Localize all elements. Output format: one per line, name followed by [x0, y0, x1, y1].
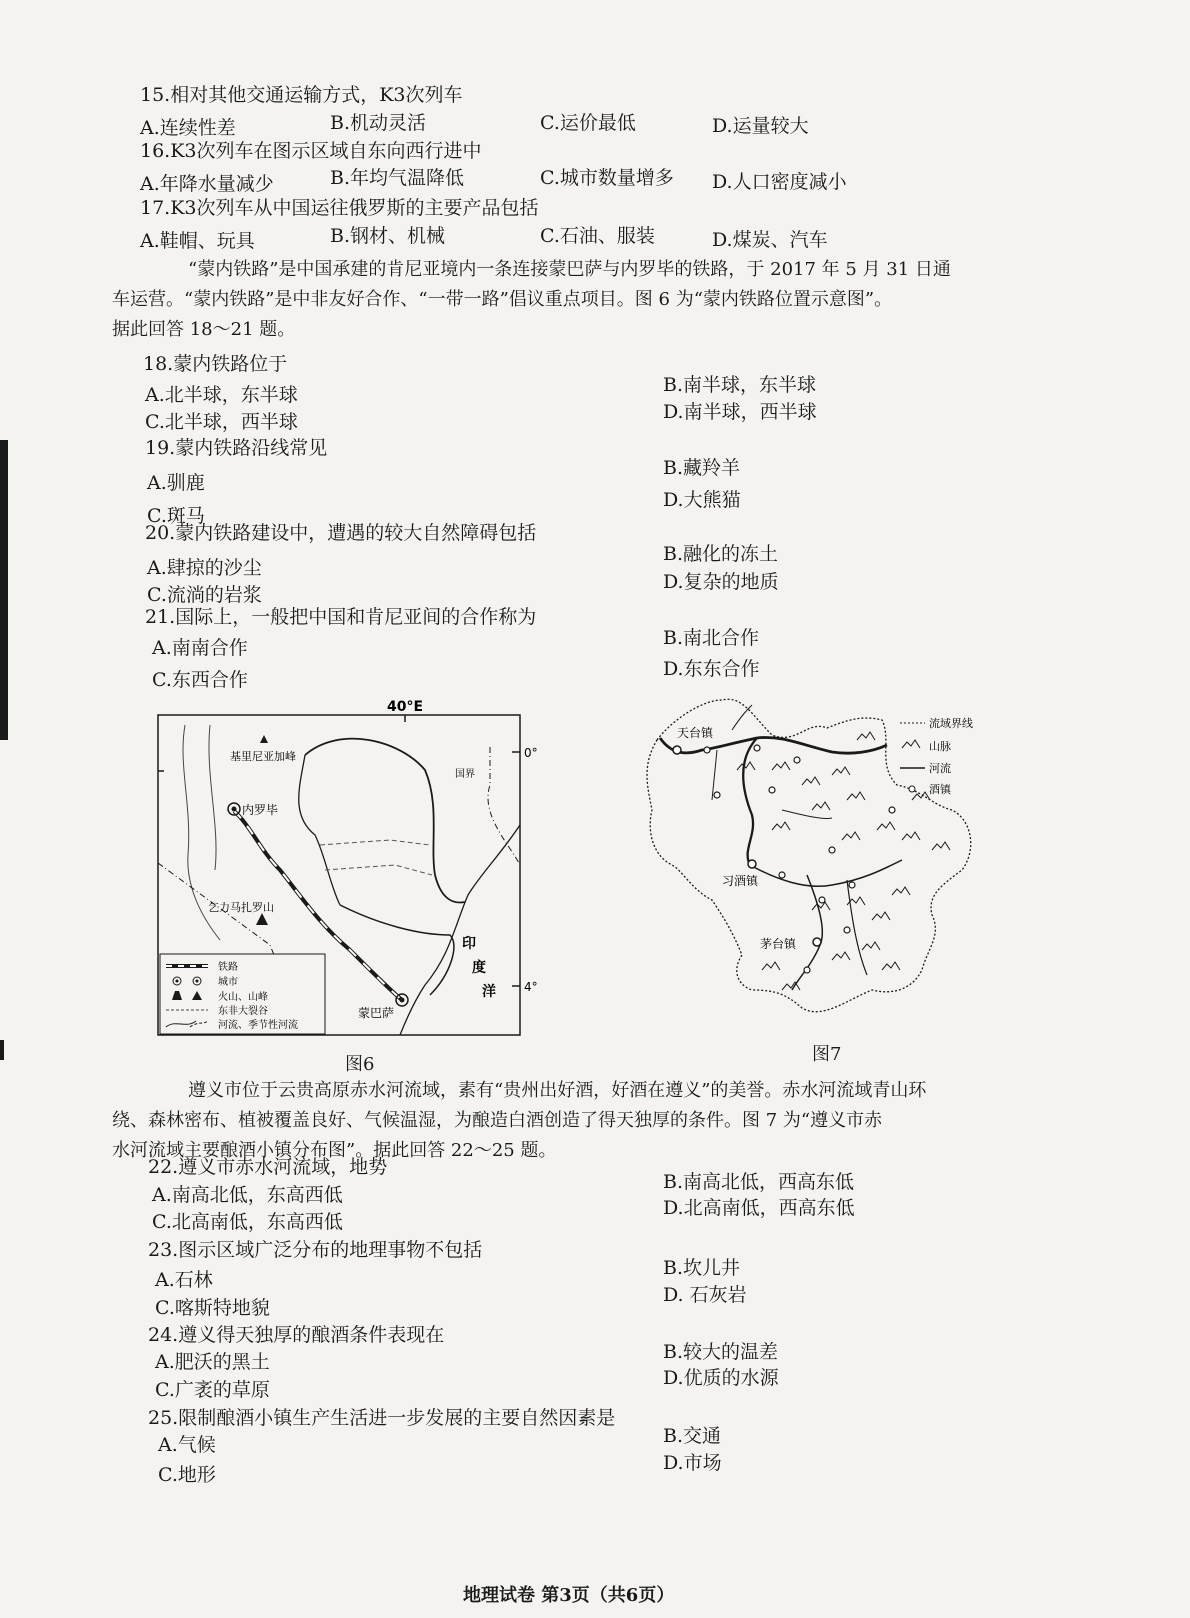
svg-text:铁路: 铁路: [218, 962, 238, 973]
page-edge-mark: [0, 1040, 4, 1060]
fig6-latitude-4: 4°: [524, 980, 538, 994]
option: D.大熊猫: [663, 489, 741, 511]
passage-zunyi: [112, 1076, 1030, 1166]
fig7-mountain-icons: [737, 732, 950, 990]
option: A.肥沃的黑土: [155, 1351, 270, 1373]
option: D.运量较大: [712, 115, 809, 137]
fig6-ocean-char: 洋: [482, 984, 496, 1000]
option: C.石油、服装: [540, 225, 655, 247]
option: D.东东合作: [663, 658, 760, 680]
option: A.南高北低，东高西低: [152, 1184, 343, 1206]
passage-line: “蒙内铁路”是中国承建的肯尼亚境内一条连接蒙巴萨与内罗毕的铁路，于 2017 年 5 月 31 日通: [188, 259, 951, 280]
figure-7-caption: 图7: [812, 1044, 842, 1065]
fig7-town-icon: [748, 860, 756, 868]
svg-text:酒镇: 酒镇: [929, 783, 951, 796]
passage-mengnei: [112, 255, 1030, 345]
fig7-small-towns: [704, 745, 895, 973]
fig6-ocean-char: 印: [462, 936, 476, 952]
fig6-border-label: 国界: [455, 769, 475, 780]
fig6-peak-label: 基里尼亚加峰: [230, 750, 296, 763]
fig7-town-label: 习酒镇: [722, 874, 759, 888]
fig6-peak-icon: [260, 735, 268, 743]
fig6-peak-label: 乞力马扎罗山: [208, 901, 274, 914]
option: D.复杂的地质: [663, 571, 779, 593]
svg-text:火山、山峰: 火山、山峰: [218, 992, 268, 1003]
option: D.市场: [663, 1452, 722, 1474]
option: B.南高北低，西高东低: [663, 1171, 855, 1193]
option: C.喀斯特地貌: [155, 1297, 270, 1319]
option: B.藏羚羊: [663, 457, 741, 479]
question-stem: 20.蒙内铁路建设中，遭遇的较大自然障碍包括: [145, 522, 537, 544]
option: B.较大的温差: [663, 1341, 779, 1363]
fig6-city-label: 蒙巴萨: [358, 1006, 395, 1020]
question-stem: 18.蒙内铁路位于: [143, 353, 288, 375]
passage-line: 车运营。“蒙内铁路”是中非友好合作、“一带一路”倡议重点项目。图 6 为“蒙内铁路位置示意图”。: [112, 289, 893, 310]
svg-text:城市: 城市: [218, 977, 238, 988]
option: B.机动灵活: [330, 112, 427, 134]
option: B.交通: [663, 1425, 722, 1447]
question-stem: 24.遵义得天独厚的酿酒条件表现在: [148, 1324, 445, 1346]
fig6-ocean-char: 度: [472, 960, 486, 976]
option: C.北高南低，东高西低: [152, 1211, 343, 1233]
option: A.肆掠的沙尘: [147, 557, 262, 579]
option: D.南半球，西半球: [663, 401, 817, 423]
option: A.驯鹿: [147, 472, 205, 494]
page-footer: 地理试卷 第3页（共6页）: [463, 1585, 675, 1606]
option: B.年均气温降低: [330, 167, 465, 189]
option: A.气候: [158, 1434, 216, 1456]
passage-line: 遵义市位于云贵高原赤水河流域，素有“贵州出好酒，好酒在遵义”的美誉。赤水河流域青山环: [188, 1080, 927, 1101]
option: A.南南合作: [152, 637, 248, 659]
option: B.坎儿井: [663, 1257, 741, 1279]
option: A.连续性差: [140, 117, 236, 139]
fig6-latitude-0: 0°: [524, 746, 538, 760]
option: A.石林: [155, 1269, 213, 1291]
fig7-town-label: 天台镇: [677, 726, 714, 740]
svg-text:东非大裂谷: 东非大裂谷: [218, 1006, 268, 1017]
question-stem: 25.限制酿酒小镇生产生活进一步发展的主要自然因素是: [148, 1407, 616, 1429]
option: C.运价最低: [540, 112, 636, 134]
question-stem: 21.国际上，一般把中国和肯尼亚间的合作称为: [145, 606, 537, 628]
passage-line: 据此回答 18～21 题。: [112, 319, 296, 340]
option: B.融化的冻土: [663, 543, 779, 565]
option: C.北半球，西半球: [145, 411, 298, 433]
svg-text:山脉: 山脉: [929, 740, 951, 753]
option: A.鞋帽、玩具: [140, 230, 255, 252]
figure-6-mengnei-railway-map: [150, 695, 538, 1050]
svg-text:河流: 河流: [929, 762, 951, 775]
figure-6-caption: 图6: [345, 1054, 375, 1075]
fig7-legend: [900, 716, 973, 796]
question-stem: 16.K3次列车在图示区域自东向西行进中: [140, 140, 482, 162]
svg-text:流域界线: 流域界线: [929, 717, 973, 730]
figure-7-chishui-river-map: [632, 690, 992, 1035]
option: D. 石灰岩: [663, 1284, 747, 1306]
fig7-town-label: 茅台镇: [760, 937, 797, 951]
option: B.南半球，东半球: [663, 374, 817, 396]
svg-text:河流、季节性河流: 河流、季节性河流: [218, 1020, 298, 1031]
fig7-town-icon: [673, 746, 681, 754]
passage-line: 绕、森林密布、植被覆盖良好、气候温湿，为酿造白酒创造了得天独厚的条件。图 7 为“遵义市赤: [112, 1110, 883, 1131]
passage-line: 水河流域主要酿酒小镇分布图”。据此回答 22～25 题。: [112, 1140, 557, 1161]
option: D.优质的水源: [663, 1367, 779, 1389]
question-stem: 15.相对其他交通运输方式，K3次列车: [140, 84, 463, 106]
option: A.年降水量减少: [140, 173, 274, 195]
option: C.广袤的草原: [155, 1379, 270, 1401]
option: C.东西合作: [152, 669, 248, 691]
question-stem: 22.遵义市赤水河流域，地势: [148, 1156, 388, 1178]
fig6-volcano-icon: [256, 913, 268, 925]
option: C.斑马: [147, 505, 205, 527]
option: C.流淌的岩浆: [147, 584, 262, 606]
option: D.人口密度减小: [712, 171, 847, 193]
option: D.北高南低，西高东低: [663, 1197, 855, 1219]
fig6-longitude-label: 40°E: [386, 699, 424, 715]
fig6-city-label: 内罗毕: [242, 803, 279, 817]
option: C.地形: [158, 1464, 216, 1486]
option: D.煤炭、汽车: [712, 229, 828, 251]
fig7-town-icon: [813, 938, 821, 946]
option: B.南北合作: [663, 627, 760, 649]
question-stem: 19.蒙内铁路沿线常见: [145, 437, 328, 459]
option: A.北半球，东半球: [145, 384, 298, 406]
page-edge-mark: [0, 440, 8, 740]
question-stem: 17.K3次列车从中国运往俄罗斯的主要产品包括: [140, 197, 539, 219]
question-stem: 23.图示区域广泛分布的地理事物不包括: [148, 1239, 483, 1261]
option: B.钢材、机械: [330, 225, 446, 247]
fig6-legend: [160, 954, 325, 1034]
option: C.城市数量增多: [540, 167, 674, 189]
